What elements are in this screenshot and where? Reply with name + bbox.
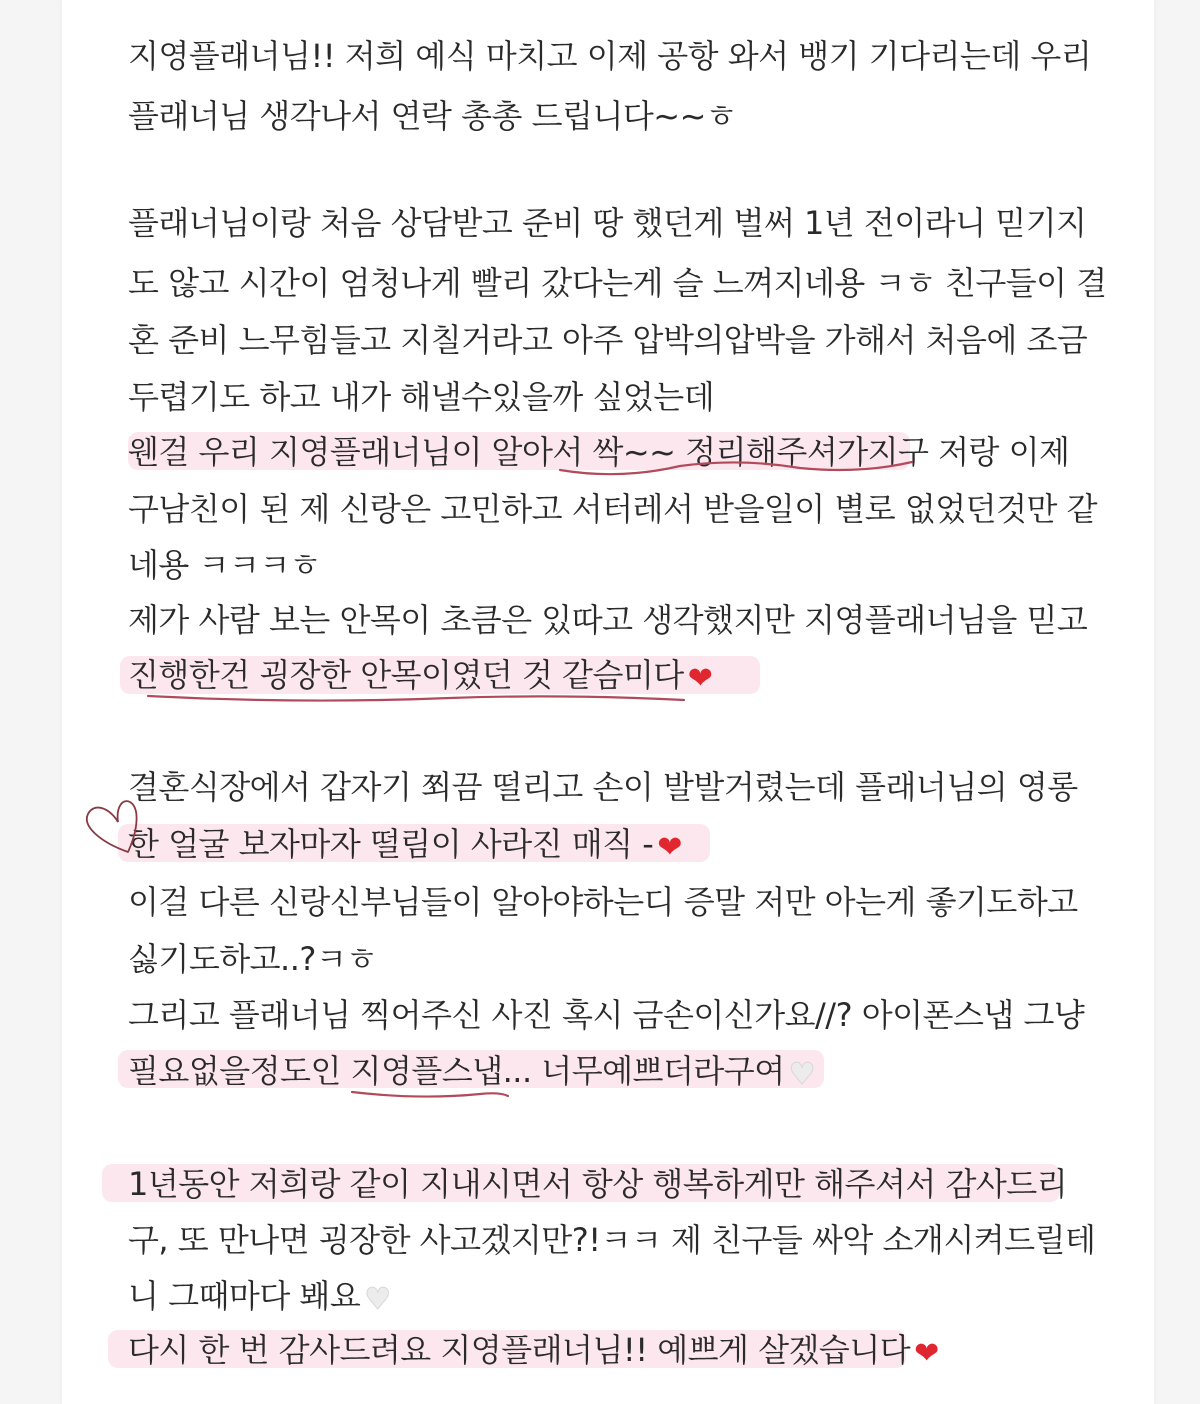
red-heart-icon: ❤ xyxy=(657,830,682,865)
letter-line xyxy=(128,653,712,697)
letter-line xyxy=(128,1274,391,1318)
letter-line-text: 한 얼굴 보자마자 떨림이 사라진 매직 - xyxy=(128,825,654,863)
letter-line: 네용 ㅋㅋㅋㅎ xyxy=(128,546,321,584)
letter-line: 두렵기도 하고 내가 해낼수있을까 싶었는데 xyxy=(128,378,715,416)
letter-line-text: 필요없을정도인 지영플스냅... 너무예쁘더라구여 xyxy=(128,1052,785,1090)
letter-line xyxy=(128,1328,939,1372)
letter-line: 지영플래너님!! 저희 예식 마치고 이제 공항 와서 뱅기 기다리는데 우리 xyxy=(128,37,1092,75)
letter-line xyxy=(128,1049,815,1093)
letter-line: 웬걸 우리 지영플래너님이 알아서 싹~~ 정리해주셔가지구 저랑 이제 xyxy=(128,433,1070,471)
letter-line: 플래너님이랑 처음 상담받고 준비 땅 했던게 벌써 1년 전이라니 믿기지 xyxy=(128,204,1087,242)
letter-line: 싫기도하고..?ㅋㅎ xyxy=(128,940,377,978)
letter-line-text: 니 그때마다 봬요 xyxy=(128,1277,361,1315)
letter-line: 그리고 플래너님 찍어주신 사진 혹시 금손이신가요//? 아이폰스냅 그냥 xyxy=(128,996,1085,1034)
letter-line: 도 않고 시간이 엄청나게 빨리 갔다는게 슬 느껴지네용 ㅋㅎ 친구들이 결 xyxy=(128,264,1107,302)
red-heart-icon: ❤ xyxy=(914,1336,939,1371)
letter-line xyxy=(128,822,682,866)
white-heart-icon: ♥ xyxy=(364,1282,391,1317)
red-heart-icon: ❤ xyxy=(687,661,713,696)
letter-line: 플래너님 생각나서 연락 총총 드립니다~~ㅎ xyxy=(128,97,737,135)
letter-line: 구, 또 만나면 굉장한 사고겠지만?!ㅋㅋ 제 친구들 싸악 소개시켜드릴테 xyxy=(128,1221,1096,1259)
letter-line: 결혼식장에서 갑자기 쬐끔 떨리고 손이 발발거렸는데 플래너님의 영롱 xyxy=(128,768,1078,806)
letter-line-text: 진행한건 굉장한 안목이였던 것 같슴미다 xyxy=(128,656,684,694)
letter-line: 혼 준비 느무힘들고 지칠거라고 아주 압박의압박을 가해서 처음에 조금 xyxy=(128,321,1088,359)
letter-line: 제가 사람 보는 안목이 초큼은 있따고 생각했지만 지영플래너님을 믿고 xyxy=(128,601,1088,639)
letter-line-text: 다시 한 번 감사드려요 지영플래너님!! 예쁘게 살겠습니다 xyxy=(128,1331,911,1369)
white-heart-icon: ♥ xyxy=(788,1057,816,1092)
letter-line: 1년동안 저희랑 같이 지내시면서 항상 행복하게만 해주셔서 감사드리 xyxy=(128,1165,1068,1203)
letter-line: 구남친이 된 제 신랑은 고민하고 서터레서 받을일이 별로 없었던것만 같 xyxy=(128,490,1097,528)
letter-line: 이걸 다른 신랑신부님들이 알아야하는디 증말 저만 아는게 좋기도하고 xyxy=(128,883,1078,921)
